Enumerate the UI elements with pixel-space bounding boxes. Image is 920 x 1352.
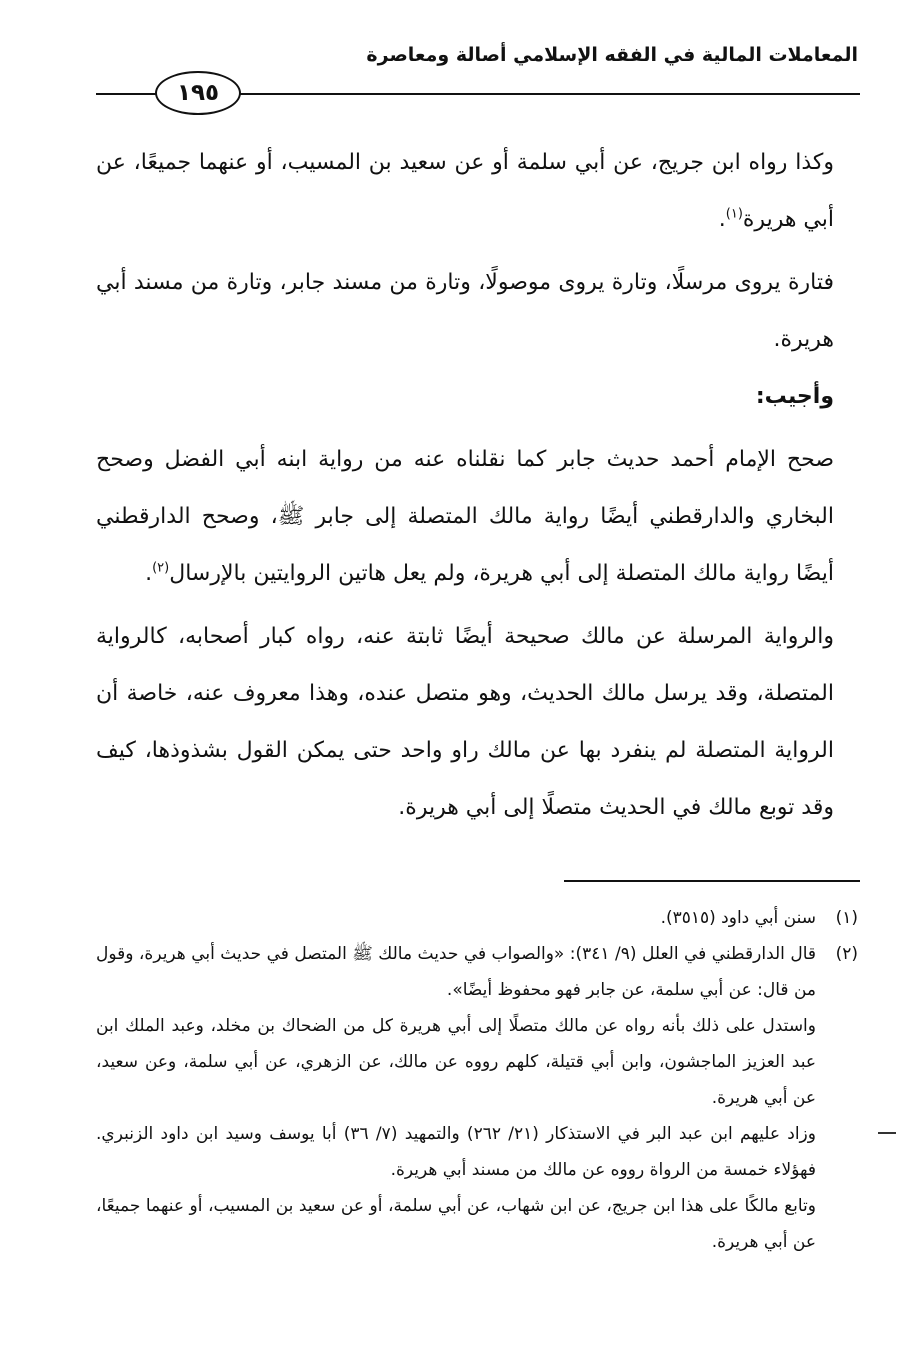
footnote-ref-1[interactable]: (١) xyxy=(725,206,743,222)
main-text xyxy=(96,134,834,836)
footnote-ref-2[interactable]: (٢) xyxy=(152,560,170,576)
paragraph-4: والرواية المرسلة عن مالك صحيحة أيضًا ثابتة عنه، رواه كبار أصحابه، كالرواية المتصلة، وقد يرسل مالك الحديث، وهو متصل عنده، وهذا معروف عنه، خاصة أن الرواية المتصلة لم ينفرد بها عن مالك راو واحد حتى يمكن القول بشذوذها، كيف وقد توبع مالك في الحديث متصلًا إلى أبي هريرة. xyxy=(96,624,834,820)
footnote-paragraph: وتابع مالكًا على هذا ابن جريج، عن ابن شهاب، عن أبي سلمة، أو عن سعيد بن المسيب، أو عنهما جميعًا، عن أبي هريرة. xyxy=(96,1196,816,1252)
paragraph-3 xyxy=(96,431,834,602)
footnote-number: (٢) xyxy=(835,944,858,964)
paragraph-3-end: . xyxy=(145,561,153,586)
paragraph-1-text: وكذا رواه ابن جريج، عن أبي سلمة أو عن سعيد بن المسيب، أو عنهما جميعًا، عن أبي هريرة xyxy=(96,150,834,232)
margin-mark xyxy=(878,1132,896,1134)
footnote-separator xyxy=(564,880,860,882)
footnotes xyxy=(96,900,858,1260)
footnote-paragraph: قال الدارقطني في العلل (٩/ ٣٤١): «والصواب في حديث مالك ﷺ المتصل في حديث أبي هريرة، وقول من قال: عن أبي سلمة، عن جابر فهو محفوظ أيضًا». xyxy=(96,944,816,1000)
footnote-paragraph: واستدل على ذلك بأنه رواه عن مالك متصلًا إلى أبي هريرة كل من الضحاك بن مخلد، وعبد الملك ابن عبد العزيز الماجشون، وابن أبي قتيلة، كلهم رووه عن مالك، عن الزهري، عن أبي سلمة، وعن سعيد، عن أبي هريرة. xyxy=(96,1016,816,1108)
running-title: المعاملات المالية في الفقه الإسلامي أصالة ومعاصرة xyxy=(366,44,858,66)
footnote-paragraph: وزاد عليهم ابن عبد البر في الاستذكار (٢١/ ٢٦٢) والتمهيد (٧/ ٣٦) أبا يوسف وسيد ابن داود الزنبري. فهؤلاء خمسة من الرواة رووه عن مالك من مسند أبي هريرة. xyxy=(96,1124,816,1180)
section-heading: وأجيب: xyxy=(755,384,834,409)
footnote-paragraph: سنن أبي داود (٣٥١٥). xyxy=(660,908,816,928)
footnote-number: (١) xyxy=(835,908,858,928)
footnote-1 xyxy=(96,900,858,936)
footnote-2 xyxy=(96,936,858,1260)
paragraph-2: فتارة يروى مرسلًا، وتارة يروى موصولًا، وتارة من مسند جابر، وتارة من مسند أبي هريرة. xyxy=(96,270,834,352)
page-number: ١٩٥ xyxy=(155,71,241,115)
paragraph-3-text: صحح الإمام أحمد حديث جابر كما نقلناه عنه من رواية ابنه أبي الفضل وصحح البخاري والدارقطني أيضًا رواية مالك المتصلة إلى جابر ﷺ، وصحح الدارقطني أيضًا رواية مالك المتصلة إلى أبي هريرة، ولم يعل هاتين الروايتين بالإرسال xyxy=(96,447,834,586)
paragraph-1 xyxy=(96,134,834,248)
paragraph-1-end: . xyxy=(718,207,726,232)
